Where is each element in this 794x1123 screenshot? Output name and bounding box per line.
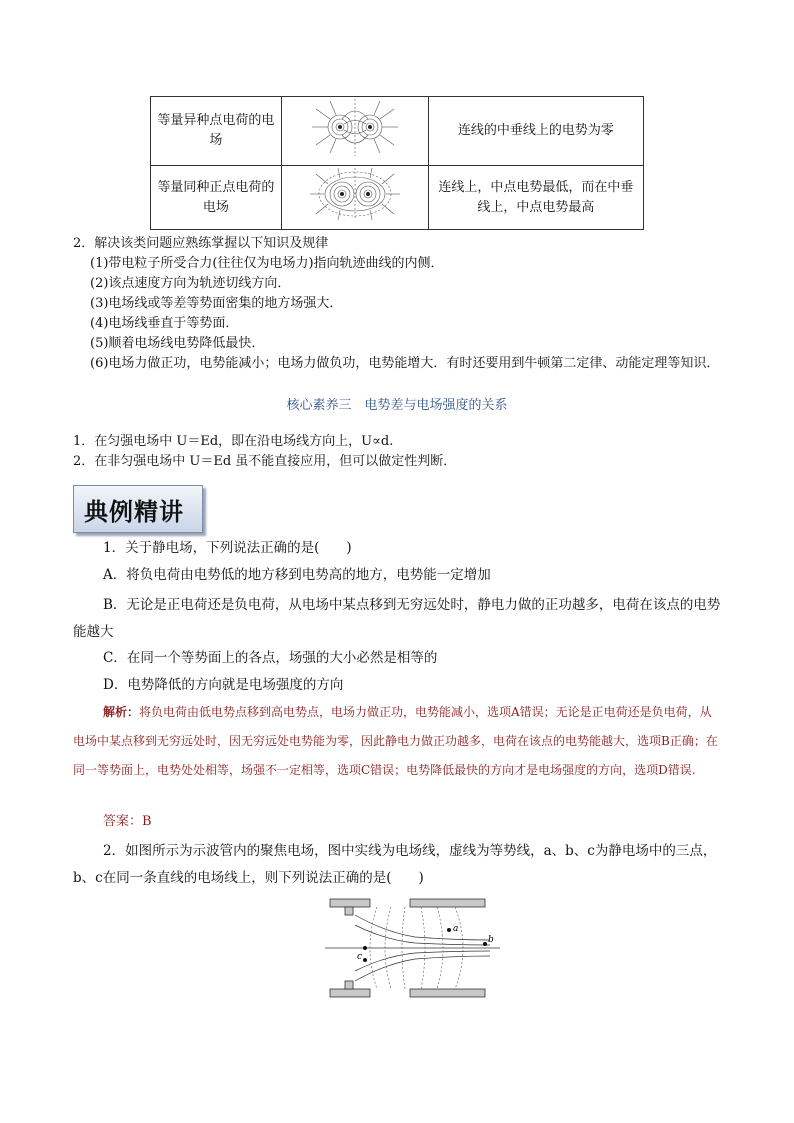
banner-title: 典例精讲 <box>84 498 184 526</box>
field-figure-cell <box>281 166 428 230</box>
rule-item: (1)带电粒子所受合力(往往仅为电场力)指向轨迹曲线的内侧． <box>90 256 444 271</box>
table-row <box>151 166 644 230</box>
opposite-charges-field-figure <box>284 97 426 158</box>
question-stem: 2．如图所示为示波管内的聚焦电场，图中实线为电场线，虚线为等势线，a、b、c为静电场中的三点，b、c在同一条直线的电场线上，则下列说法正确的是( ) <box>73 843 717 886</box>
core-item: 2．在非匀强电场中 U＝Ed 虽不能直接应用，但可以做定性判断． <box>73 454 457 469</box>
question-option: C．在同一个等势面上的各点，场强的大小必然是相等的 <box>103 650 438 666</box>
table-row <box>151 97 644 166</box>
example-banner <box>73 485 203 533</box>
field-description-cell: 连线的中垂线上的电势为零 <box>428 97 643 166</box>
rule-item: (4)电场线垂直于等势面． <box>90 316 239 331</box>
field-figure-cell <box>281 97 428 166</box>
solution-label: 解析： <box>103 705 140 719</box>
field-description-cell: 连线上，中点电势最低，而在中垂线上，中点电势最高 <box>428 166 643 230</box>
point-b-label: b <box>488 935 494 945</box>
point-a-label: a <box>453 924 459 934</box>
question-stem: 1．关于静电场，下列说法正确的是( ) <box>103 540 352 556</box>
rules-heading: 2．解决该类问题应熟练掌握以下知识及规律 <box>73 236 329 251</box>
field-name-cell: 等量同种正点电荷的电场 <box>151 166 282 230</box>
point-c-label: c <box>357 952 363 962</box>
like-charges-field-figure <box>284 166 426 222</box>
solution-body: 将负电荷由低电势点移到高电势点，电场力做正功，电势能减小，选项A错误；无论是正电荷还是负电荷，从电场中某点移到无穷远处时，因无穷远处电势能为零，因此静电力做正功越多，电荷在该点的电势能越大，选项B正确；在同一等势面上，电势处处相等，场强不一定相等，选项C错误；电势降低最快的方向才是电场强度的方向，选项D错误. <box>73 705 718 777</box>
rule-item: (6)电场力做正功，电势能减小；电场力做负功，电势能增大．有时还要用到牛顿第二定律、动能定理等知识． <box>90 356 720 371</box>
rule-item: (3)电场线或等差等势面密集的地方场强大． <box>90 296 343 311</box>
solution-text <box>73 698 723 785</box>
rule-item: (2)该点速度方向为轨迹切线方向． <box>90 276 291 291</box>
question-option: B．无论是正电荷还是负电荷，从电场中某点移到无穷远处时，静电力做的正功越多，电荷在该点的电势能越大 <box>73 597 721 640</box>
oscilloscope-field-figure <box>325 897 500 1000</box>
section-title: 核心素养三 电势差与电场强度的关系 <box>286 398 508 413</box>
core-item: 1．在匀强电场中 U＝Ed，即在沿电场线方向上，U∝d. <box>73 434 394 449</box>
question-option: A．将负电荷由电势低的地方移到电势高的地方，电势能一定增加 <box>103 567 491 583</box>
rule-item: (5)顺着电场线电势降低最快． <box>90 336 265 351</box>
question-option: D．电势降低的方向就是电场强度的方向 <box>103 677 344 693</box>
field-comparison-table <box>150 96 644 230</box>
field-name-cell: 等量异种点电荷的电场 <box>151 97 282 166</box>
answer-text: 答案：B <box>103 814 152 829</box>
